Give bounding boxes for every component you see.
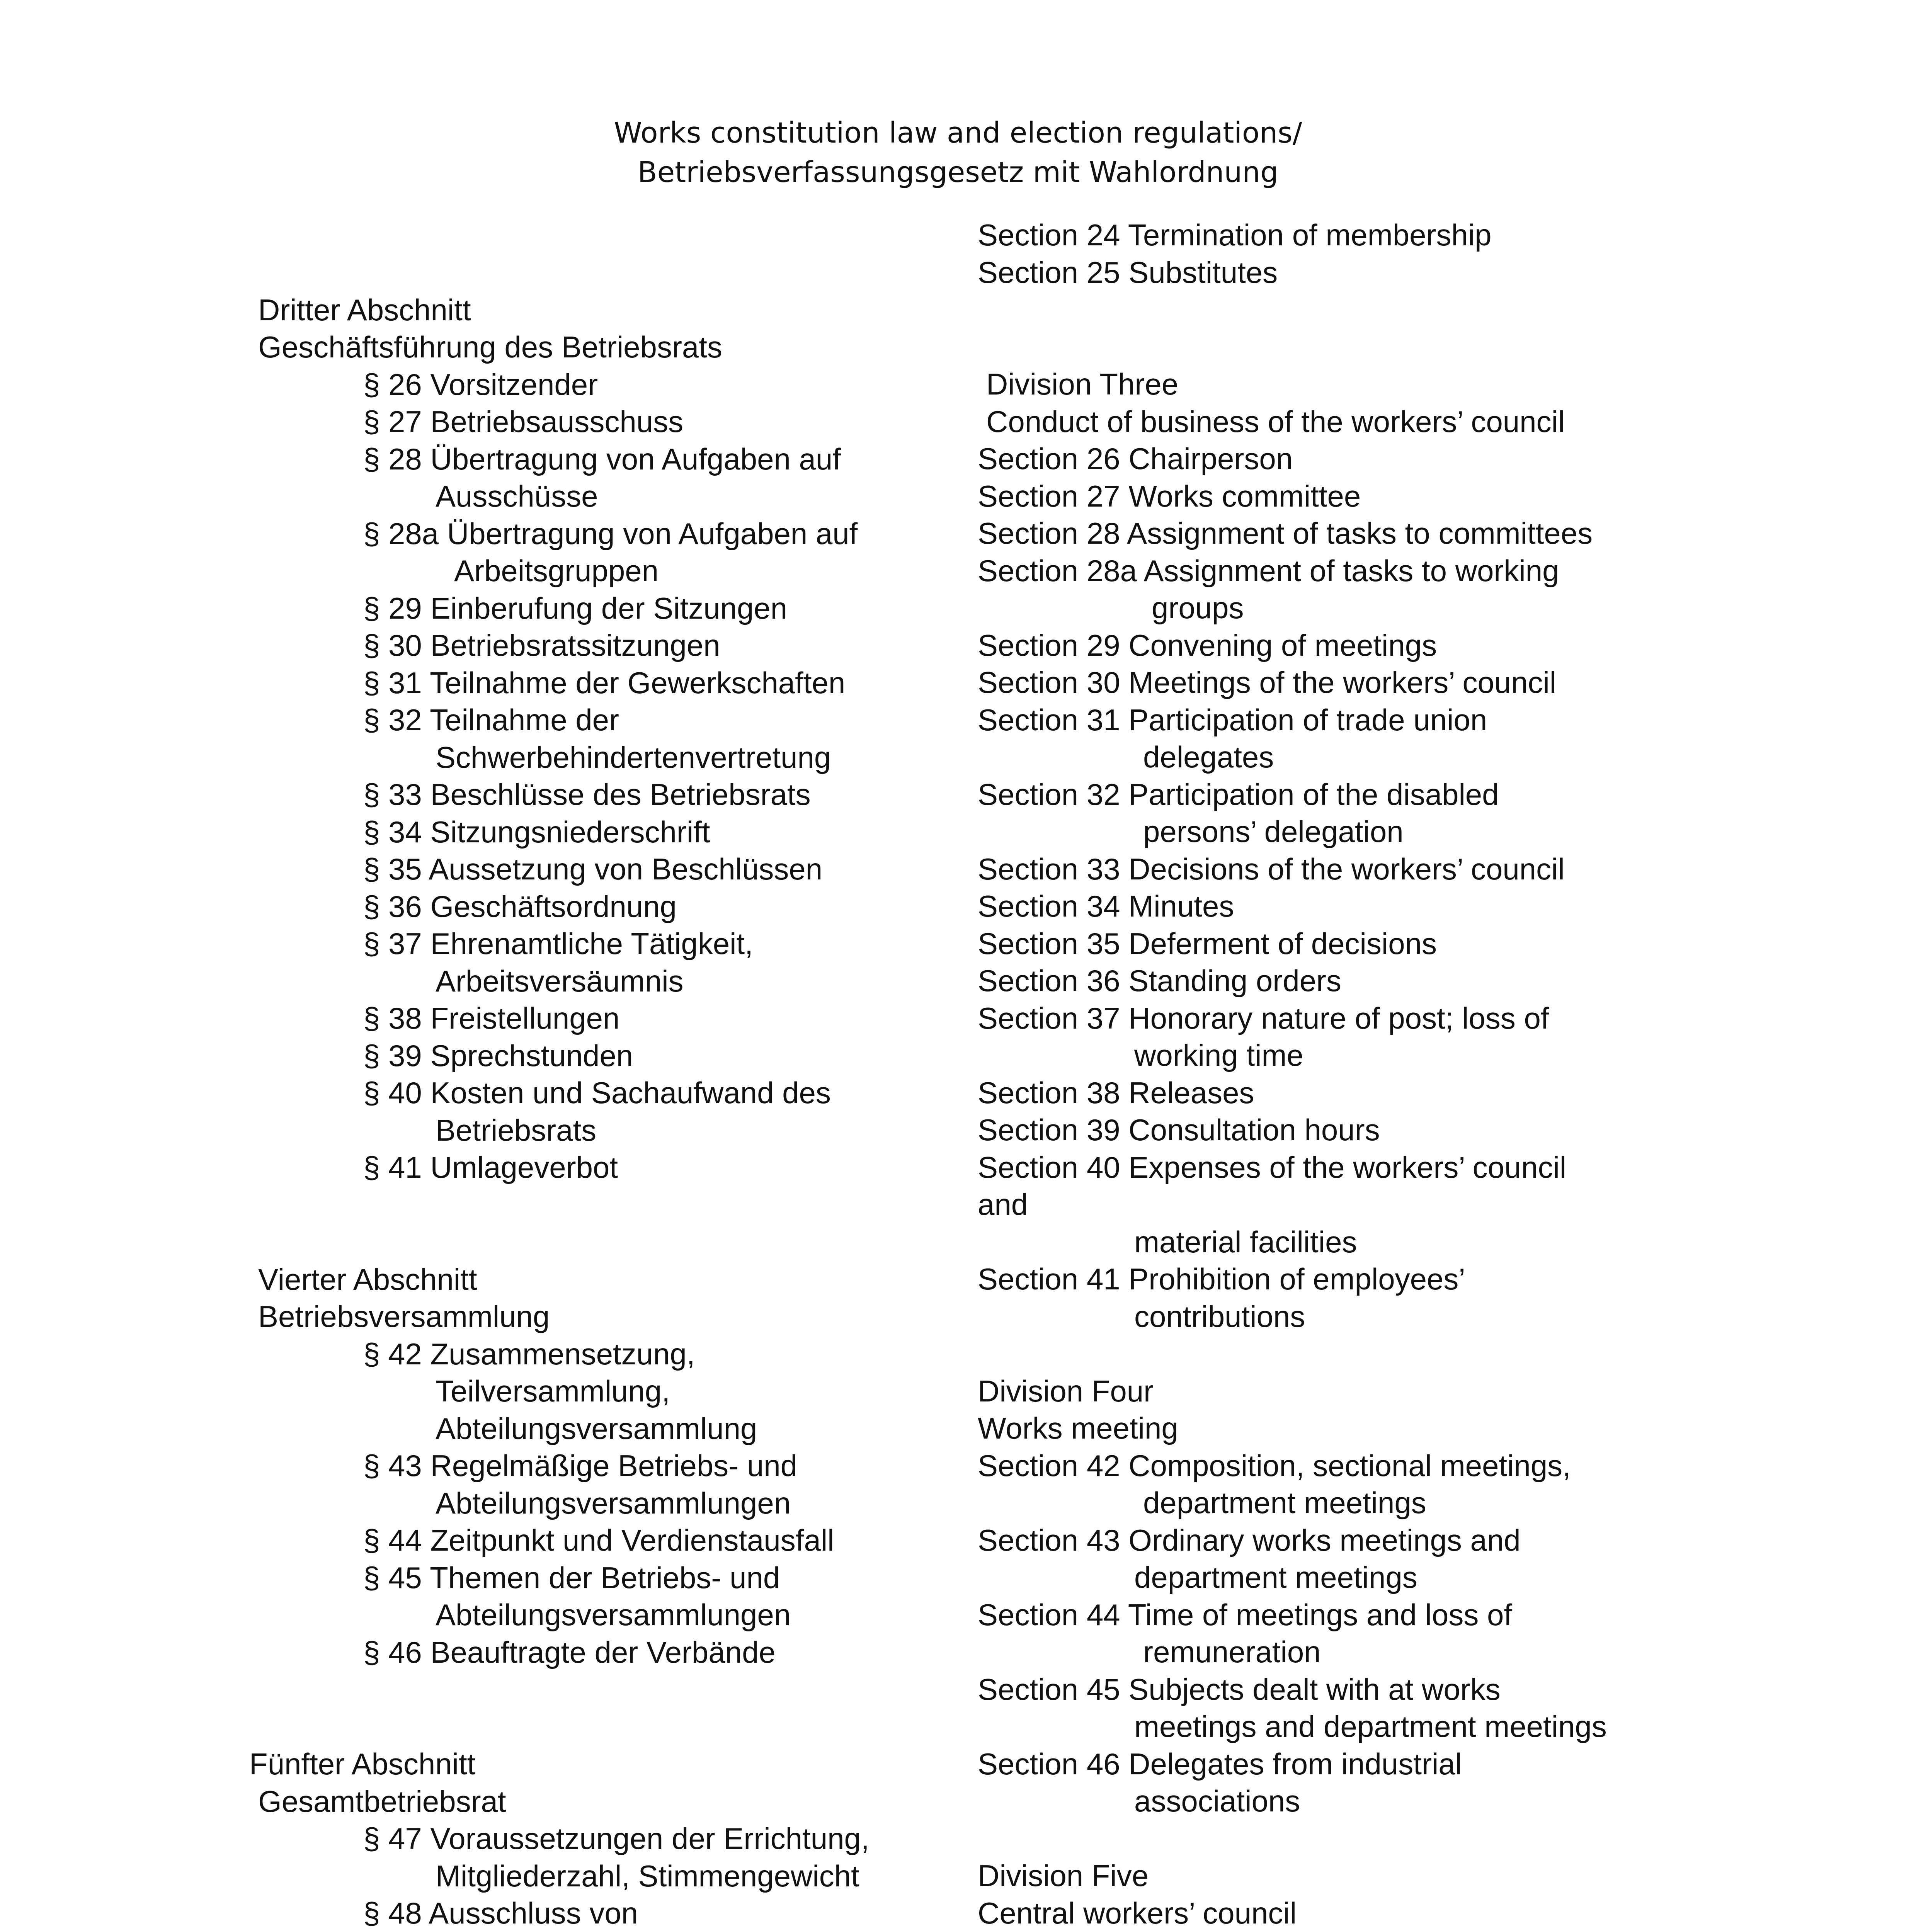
right-line: material facilities — [1134, 1225, 1357, 1259]
right-line: department meetings — [1143, 1486, 1426, 1520]
right-line: Section 38 Releases — [978, 1075, 1254, 1110]
left-line: § 29 Einberufung der Sitzungen — [363, 591, 788, 625]
left-line: § 47 Voraussetzungen der Errichtung, — [363, 1821, 870, 1855]
left-line: Mitgliederzahl, Stimmengewicht — [436, 1859, 859, 1893]
right-line: Section 32 Participation of the disabled — [978, 777, 1499, 811]
left-line: § 40 Kosten und Sachaufwand des — [363, 1076, 831, 1110]
right-line — [0, 1820, 1700, 1857]
right-line: Section 24 Termination of membership — [978, 218, 1492, 252]
right-line: Section 36 Standing orders — [978, 964, 1341, 998]
right-line: Central workers’ council — [978, 1896, 1297, 1930]
left-line: § 28 Übertragung von Aufgaben auf — [363, 442, 841, 476]
right-line: associations — [1134, 1784, 1300, 1818]
left-line: § 46 Beauftragte der Verbände — [363, 1635, 776, 1669]
right-line: working time — [1134, 1038, 1303, 1072]
right-line: Section 33 Decisions of the workers’ council — [978, 852, 1565, 886]
right-line: Section 41 Prohibition of employees’ — [978, 1262, 1465, 1296]
left-line: § 36 Geschäftsordnung — [363, 889, 677, 923]
left-line: § 43 Regelmäßige Betriebs- und — [363, 1449, 797, 1483]
left-line: Betriebsrats — [436, 1113, 597, 1147]
right-line: Section 34 Minutes — [978, 889, 1234, 923]
left-line: § 26 Vorsitzender — [363, 367, 598, 401]
english-contents-column — [0, 216, 1700, 1932]
right-line: Section 43 Ordinary works meetings and — [978, 1523, 1521, 1557]
right-line: department meetings — [1134, 1560, 1417, 1594]
left-line: § 31 Teilnahme der Gewerkschaften — [363, 665, 846, 700]
right-line: Section 28a Assignment of tasks to working — [978, 553, 1559, 588]
right-line: delegates — [1143, 740, 1274, 774]
left-line: § 34 Sitzungsniederschrift — [363, 815, 710, 849]
right-line: groups — [1152, 591, 1244, 625]
left-line: § 27 Betriebsausschuss — [363, 405, 684, 439]
left-line: § 39 Sprechstunden — [363, 1038, 633, 1073]
left-line: Geschäftsführung des Betriebsrats — [258, 330, 722, 364]
left-line: § 38 Freistellungen — [363, 1001, 620, 1035]
right-line: Division Three — [986, 367, 1179, 401]
left-line: Betriebsversammlung — [258, 1299, 550, 1333]
right-line: Division Four — [978, 1374, 1154, 1408]
left-line: Ausschüsse — [436, 479, 598, 513]
left-line: Fünfter Abschnitt — [249, 1747, 476, 1781]
left-line: Vierter Abschnitt — [258, 1262, 477, 1296]
left-line: Abteilungsversammlungen — [436, 1598, 791, 1632]
right-line: Works meeting — [978, 1411, 1178, 1445]
right-line: Conduct of business of the workers’ council — [986, 404, 1565, 439]
left-line: Arbeitsversäumnis — [436, 964, 684, 998]
left-line: § 30 Betriebsratssitzungen — [363, 628, 720, 662]
right-line: Section 40 Expenses of the workers’ council — [978, 1150, 1567, 1184]
right-line: remuneration — [1143, 1635, 1321, 1669]
left-line: Arbeitsgruppen — [454, 554, 659, 588]
left-line: § 45 Themen der Betriebs- und — [363, 1560, 780, 1595]
right-line: Section 42 Composition, sectional meetings, — [978, 1448, 1571, 1483]
left-line: Dritter Abschnitt — [258, 293, 471, 327]
right-line: and — [978, 1187, 1028, 1221]
right-line: Section 45 Subjects dealt with at works — [978, 1672, 1501, 1706]
right-line: Division Five — [978, 1859, 1149, 1893]
left-line: § 35 Aussetzung von Beschlüssen — [363, 852, 823, 886]
left-line: § 44 Zeitpunkt und Verdienstausfall — [363, 1523, 834, 1557]
right-line: Section 37 Honorary nature of post; loss of — [978, 1001, 1549, 1035]
right-line: persons’ delegation — [1143, 815, 1404, 849]
right-line: Section 31 Participation of trade union — [978, 702, 1487, 737]
right-line: Section 27 Works committee — [978, 479, 1361, 513]
header-title-line-1: Works constitution law and election regulations/ — [614, 116, 1302, 150]
right-line: meetings and department meetings — [1134, 1709, 1607, 1743]
left-line: § 42 Zusammensetzung, — [363, 1337, 695, 1371]
right-line: Section 26 Chairperson — [978, 442, 1293, 476]
right-line: Section 46 Delegates from industrial — [978, 1747, 1462, 1781]
right-line: Section 30 Meetings of the workers’ council — [978, 665, 1557, 699]
right-line: Section 39 Consultation hours — [978, 1113, 1380, 1147]
left-line: Schwerbehindertenvertretung — [436, 740, 831, 774]
left-line: § 33 Beschlüsse des Betriebsrats — [363, 777, 811, 811]
right-line: Section 44 Time of meetings and loss of — [978, 1597, 1513, 1632]
right-line: Section 28 Assignment of tasks to committees — [978, 516, 1593, 550]
left-line: Abteilungsversammlung — [436, 1411, 757, 1446]
right-line — [0, 291, 1700, 328]
right-line: Section 29 Convening of meetings — [978, 628, 1437, 662]
left-line: Abteilungsversammlungen — [436, 1486, 791, 1520]
left-line: Teilversammlung, — [436, 1374, 670, 1408]
right-line: contributions — [1134, 1299, 1305, 1333]
right-line: Section 25 Substitutes — [978, 255, 1278, 289]
left-line: § 28a Übertragung von Aufgaben auf — [363, 516, 858, 551]
left-line: § 48 Ausschluss von — [363, 1896, 638, 1930]
left-line: § 37 Ehrenamtliche Tätigkeit, — [363, 927, 753, 961]
left-line: § 32 Teilnahme der — [363, 703, 619, 737]
header-title-line-2: Betriebsverfassungsgesetz mit Wahlordnung — [637, 156, 1279, 189]
left-line: Gesamtbetriebsrat — [258, 1784, 506, 1818]
right-line — [0, 328, 1700, 366]
right-line — [0, 1335, 1700, 1372]
left-line: § 41 Umlageverbot — [363, 1150, 618, 1184]
right-line: Section 35 Deferment of decisions — [978, 926, 1437, 961]
